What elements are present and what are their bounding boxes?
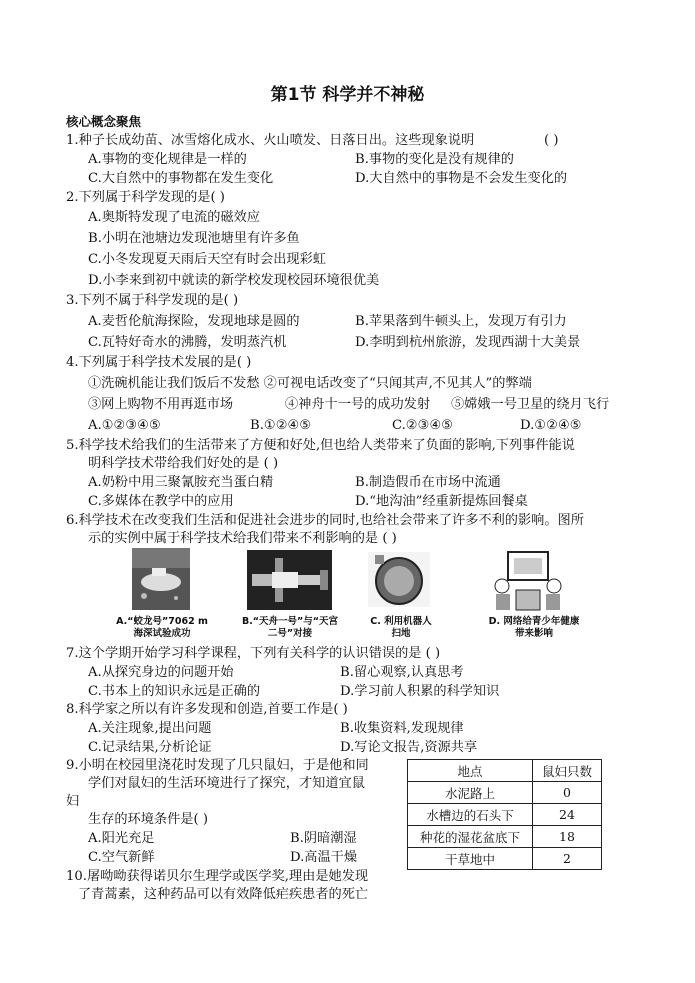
section-heading: 核心概念聚焦	[66, 114, 142, 129]
q3-option-d: D.李明到杭州旅游，发现西湖十大美景	[355, 335, 581, 350]
q1-option-c: C.大自然中的事物都在发生变化	[88, 171, 274, 186]
q2-option-b: B.小明在池塘边发现池塘里有许多鱼	[88, 231, 300, 246]
page-title: 第1节 科学并不神秘	[270, 85, 425, 105]
q8-option-a: A.关注现象,提出问题	[88, 721, 212, 736]
q10-line2: 了青蒿素，这种药品可以有效降低疟疾患者的死亡	[78, 887, 369, 902]
q5-option-c: C.多媒体在教学中的应用	[88, 494, 234, 509]
table-cell: 水槽边的石头下	[408, 804, 533, 826]
q9-line2: 学们对鼠妇的生活环境进行了探究，才知道宜鼠	[88, 776, 365, 791]
q9-option-d: D.高温干燥	[290, 850, 358, 865]
caption-d	[472, 616, 596, 640]
caption-a	[110, 616, 214, 640]
table-cell: 2	[533, 848, 602, 870]
q2-option-d: D.小李来到初中就读的新学校发现校园环境很优美	[88, 273, 380, 288]
q9-option-c: C.空气新鲜	[88, 850, 155, 865]
q2-stem: 2.下列属于科学发现的是( )	[66, 190, 225, 205]
q5-option-a: A.奶粉中用三聚氰胺充当蛋白精	[88, 475, 274, 490]
table-row	[408, 782, 602, 804]
q4-option-d: D.①②④⑤	[520, 418, 582, 433]
spacecraft-docking-photo	[247, 550, 332, 610]
table-cell: 种花的湿花盆底下	[408, 826, 533, 848]
robot-vacuum-photo	[368, 552, 430, 607]
table-cell: 干草地中	[408, 848, 533, 870]
q9-option-b: B.阴暗潮湿	[290, 831, 357, 846]
q9-line3: 妇	[66, 794, 80, 809]
q8-stem: 8.科学家之所以有许多发现和创造,首要工作是( )	[66, 702, 348, 717]
submersible-photo	[132, 548, 190, 610]
caption-b-text: B.“天舟一号”与“天宫 二号”对接	[241, 616, 339, 639]
table-cell: 18	[533, 826, 602, 848]
q4-item-3: ③网上购物不用再逛市场	[88, 397, 234, 412]
table-row	[408, 804, 602, 826]
q3-option-a: A.麦哲伦航海探险，发现地球是圆的	[88, 314, 300, 329]
q1-option-d: D.大自然中的事物是不会发生变化的	[355, 171, 568, 186]
q4-option-a: A.①②③④⑤	[88, 418, 161, 433]
q4-option-c: C.②③④⑤	[392, 418, 454, 433]
q6-stem: 6.科学技术在改变我们生活和促进社会进步的同时,也给社会带来了许多不利的影响。图所	[66, 513, 584, 528]
q3-option-c: C.瓦特好奇水的沸腾，发明蒸汽机	[88, 335, 287, 350]
q5-stem: 5.科学技术给我们的生活带来了方便和好处,但也给人类带来了负面的影响,下列事件能说	[66, 438, 575, 453]
q3-option-b: B.苹果落到牛顿头上，发现万有引力	[355, 314, 567, 329]
q4-option-b: B.①②④⑤	[250, 418, 312, 433]
q6-stem-cont: 示的实例中属于科学技术给我们带来不利影响的是 ( )	[88, 531, 397, 546]
q8-option-c: C.记录结果,分析论证	[88, 740, 212, 755]
q7-option-d: D.学习前人积累的科学知识	[340, 684, 500, 699]
q3-stem: 3.下列不属于科学发现的是( )	[66, 293, 239, 308]
table-cell: 水泥路上	[408, 782, 533, 804]
q5-option-b: B.制造假币在市场中流通	[355, 475, 501, 490]
q1-answer-paren: ( )	[544, 133, 559, 148]
table-header-row	[408, 760, 602, 782]
table-cell: 0	[533, 782, 602, 804]
q4-item-4: ④神舟十一号的成功发射	[285, 397, 431, 412]
q9-option-a: A.阳光充足	[88, 831, 155, 846]
caption-a-text: A.“蛟龙号”7062 m 海深试验成功	[116, 616, 208, 639]
q4-items-line1: ①洗碗机能让我们饭后不发愁 ②可视电话改变了“只闻其声,不见其人”的弊端	[88, 376, 532, 391]
q9-line4: 生存的环境条件是( )	[88, 812, 208, 827]
q2-option-c: C.小冬发现夏天雨后天空有时会出现彩虹	[88, 252, 326, 267]
q9-line1: 9.小明在校园里浇花时发现了几只鼠妇，于是他和同	[66, 758, 369, 773]
table-cell: 24	[533, 804, 602, 826]
q7-stem: 7.这个学期开始学习科学课程，下列有关科学的认识错误的是 ( )	[66, 646, 441, 661]
caption-d-text: D. 网络给青少年健康 带来影响	[488, 616, 580, 639]
q4-item-5: ⑤嫦娥一号卫星的绕月飞行	[451, 397, 610, 412]
q10-line1: 10.屠呦呦获得诺贝尔生理学或医学奖,理由是她发现	[66, 869, 369, 884]
table-row	[408, 826, 602, 848]
q7-option-b: B.留心观察,认真思考	[340, 665, 464, 680]
caption-b	[226, 616, 354, 640]
q8-option-b: B.收集资料,发现规律	[340, 721, 464, 736]
internet-youth-cartoon	[490, 546, 566, 614]
table-header-cell: 鼠妇只数	[533, 760, 602, 782]
q1-option-b: B.事物的变化是没有规律的	[355, 152, 514, 167]
q2-option-a: A.奥斯特发现了电流的磁效应	[88, 210, 260, 225]
table-row	[408, 848, 602, 870]
q4-stem: 4.下列属于科学技术发展的是( )	[66, 355, 252, 370]
q7-option-a: A.从探究身边的问题开始	[88, 665, 234, 680]
table-header-cell: 地点	[408, 760, 533, 782]
caption-c	[356, 616, 446, 640]
woodlouse-table	[407, 759, 602, 870]
caption-c-text: C. 利用机器人 扫地	[370, 616, 432, 639]
q1-option-a: A.事物的变化规律是一样的	[88, 152, 247, 167]
q5-stem-cont: 明科学技术带给我们好处的是 ( )	[88, 456, 279, 471]
q5-option-d: D.“地沟油”经重新提炼回餐桌	[355, 494, 528, 509]
q7-option-c: C.书本上的知识永远是正确的	[88, 684, 261, 699]
q8-option-d: D.写论文报告,资源共享	[340, 740, 478, 755]
q1-stem: 1.种子长成幼苗、冰雪熔化成水、火山喷发、日落日出。这些现象说明	[66, 133, 475, 148]
